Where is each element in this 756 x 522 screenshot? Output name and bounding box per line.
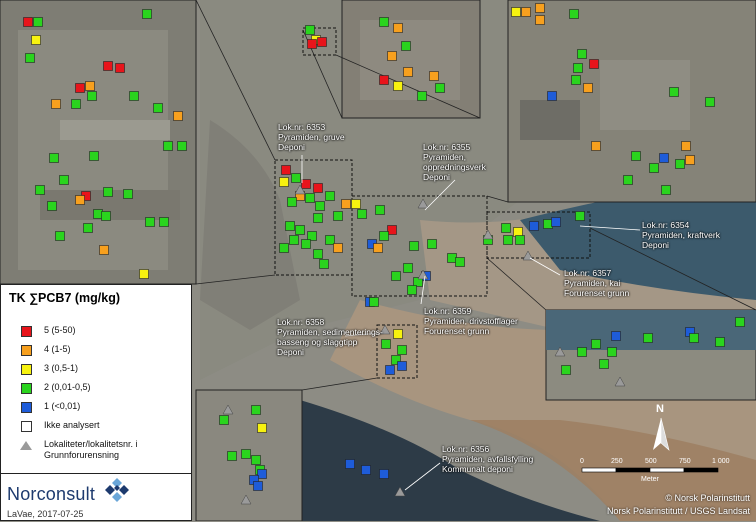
sample-marker[interactable]	[296, 226, 305, 235]
sample-marker[interactable]	[380, 18, 389, 27]
sample-marker[interactable]	[394, 24, 403, 33]
sample-marker[interactable]	[24, 18, 33, 27]
sample-marker[interactable]	[660, 154, 669, 163]
scale-bar	[582, 468, 718, 472]
sample-marker[interactable]	[572, 76, 581, 85]
sample-marker[interactable]	[326, 236, 335, 245]
sample-marker[interactable]	[316, 202, 325, 211]
sample-marker[interactable]	[130, 92, 139, 101]
sample-marker[interactable]	[252, 406, 261, 415]
sample-marker[interactable]	[56, 232, 65, 241]
sample-marker[interactable]	[504, 236, 513, 245]
sample-marker[interactable]	[650, 164, 659, 173]
site-label-6353[interactable]: Lok.nr: 6353 Pyramiden, gruve Deponi	[278, 122, 345, 152]
sample-marker[interactable]	[644, 334, 653, 343]
sample-marker[interactable]	[143, 10, 152, 19]
sample-marker[interactable]	[242, 450, 251, 459]
sample-marker[interactable]	[408, 286, 417, 295]
sample-marker[interactable]	[548, 92, 557, 101]
sample-marker[interactable]	[376, 206, 385, 215]
sample-marker[interactable]	[530, 222, 539, 231]
sample-marker[interactable]	[388, 226, 397, 235]
sample-marker[interactable]	[570, 10, 579, 19]
sample-marker[interactable]	[32, 36, 41, 45]
north-label: N	[656, 403, 664, 415]
sample-marker[interactable]	[220, 416, 229, 425]
sample-marker[interactable]	[346, 460, 355, 469]
sample-marker[interactable]	[258, 470, 267, 479]
sample-marker[interactable]	[676, 160, 685, 169]
sample-marker[interactable]	[140, 270, 149, 279]
sample-marker[interactable]	[326, 192, 335, 201]
sample-marker[interactable]	[90, 152, 99, 161]
site-label-6356[interactable]: Lok.nr: 6356 Pyramiden, avfallsfylling Kommunalt deponi	[442, 444, 534, 474]
legend-title: TK ∑PCB7 (mg/kg)	[9, 291, 120, 305]
sample-marker[interactable]	[600, 360, 609, 369]
sample-marker[interactable]	[632, 152, 641, 161]
scale-tick-1: 250	[611, 458, 623, 465]
sample-marker[interactable]	[164, 142, 173, 151]
sample-marker[interactable]	[624, 176, 633, 185]
sample-marker[interactable]	[124, 190, 133, 199]
sample-marker[interactable]	[314, 250, 323, 259]
sample-marker[interactable]	[574, 64, 583, 73]
legend-panel: TK ∑PCB7 (mg/kg) 5 (5-50) 4 (1-5) 3 (0,5-1) 2 (0,01-0,5) 1 (<0,01) Ikke analysert Lokaliteter/lokalitetsnr. i Grunnforurensning Norconsult LaVae, 2017-07-25	[0, 284, 192, 521]
sample-marker[interactable]	[544, 220, 553, 229]
sample-marker[interactable]	[402, 42, 411, 51]
sample-marker[interactable]	[578, 348, 587, 357]
sample-marker[interactable]	[592, 340, 601, 349]
triangle-icon	[20, 441, 32, 450]
sample-marker[interactable]	[736, 318, 745, 327]
brand-block	[1, 473, 191, 522]
sample-marker[interactable]	[116, 64, 125, 73]
sample-marker[interactable]	[448, 254, 457, 263]
scale-tick-4: 1 000	[712, 458, 730, 465]
site-label-6354[interactable]: Lok.nr: 6354 Pyramiden, kraftverk Deponi	[642, 220, 720, 250]
sample-marker[interactable]	[154, 104, 163, 113]
sample-marker[interactable]	[318, 38, 327, 47]
sample-marker[interactable]	[76, 84, 85, 93]
credit-line-2: Norsk Polarinstitutt / USGS Landsat	[606, 506, 750, 516]
site-label-6357[interactable]: Lok.nr: 6357 Pyramiden, kai Forurenset grunn	[564, 268, 630, 298]
sample-marker[interactable]	[578, 50, 587, 59]
sample-marker[interactable]	[174, 112, 183, 121]
sample-marker[interactable]	[552, 218, 561, 227]
sample-marker[interactable]	[26, 54, 35, 63]
sample-marker[interactable]	[590, 60, 599, 69]
sample-marker[interactable]	[302, 240, 311, 249]
sample-marker[interactable]	[522, 8, 531, 17]
sample-marker[interactable]	[286, 222, 295, 231]
sample-marker[interactable]	[456, 258, 465, 267]
legend-swatch-yellow	[21, 364, 32, 375]
legend-swatch-white	[21, 421, 32, 432]
sample-marker[interactable]	[380, 232, 389, 241]
sample-marker[interactable]	[72, 100, 81, 109]
sample-marker[interactable]	[292, 174, 301, 183]
sample-marker[interactable]	[436, 84, 445, 93]
sample-marker[interactable]	[428, 240, 437, 249]
credit-line-1: © Norsk Polarinstitutt	[665, 493, 750, 503]
sample-marker[interactable]	[50, 154, 59, 163]
brand-name: Norconsult	[7, 484, 96, 504]
sample-marker[interactable]	[362, 466, 371, 475]
sample-marker[interactable]	[280, 244, 289, 253]
sample-marker[interactable]	[374, 244, 383, 253]
sample-marker[interactable]	[682, 142, 691, 151]
sample-marker[interactable]	[398, 362, 407, 371]
sample-marker[interactable]	[380, 470, 389, 479]
sample-marker[interactable]	[670, 88, 679, 97]
sample-marker[interactable]	[334, 244, 343, 253]
sample-marker[interactable]	[306, 194, 315, 203]
sample-marker[interactable]	[382, 340, 391, 349]
sample-marker[interactable]	[102, 212, 111, 221]
sample-marker[interactable]	[86, 82, 95, 91]
sample-marker[interactable]	[334, 212, 343, 221]
sample-marker[interactable]	[612, 332, 621, 341]
sample-marker[interactable]	[686, 156, 695, 165]
sample-marker[interactable]	[308, 40, 317, 49]
sample-marker[interactable]	[608, 348, 617, 357]
sample-marker[interactable]	[52, 100, 61, 109]
sample-marker[interactable]	[308, 232, 317, 241]
legend-swatch-blue	[21, 402, 32, 413]
sample-marker[interactable]	[36, 186, 45, 195]
legend-swatch-orange	[21, 345, 32, 356]
sample-marker[interactable]	[690, 334, 699, 343]
sample-marker[interactable]	[94, 210, 103, 219]
sample-marker[interactable]	[536, 4, 545, 13]
sample-marker[interactable]	[576, 212, 585, 221]
map-date: LaVae, 2017-07-25	[7, 509, 84, 519]
sample-marker[interactable]	[282, 166, 291, 175]
sample-marker[interactable]	[392, 272, 401, 281]
sample-marker[interactable]	[662, 186, 671, 195]
sample-marker[interactable]	[706, 98, 715, 107]
sample-marker[interactable]	[516, 236, 525, 245]
sample-marker[interactable]	[394, 82, 403, 91]
sample-marker[interactable]	[314, 214, 323, 223]
legend-swatch-green	[21, 383, 32, 394]
site-label-6355[interactable]: Lok.nr: 6355 Pyramiden, oppredningsverk Deponi	[423, 142, 486, 182]
sample-marker[interactable]	[388, 52, 397, 61]
sample-marker[interactable]	[84, 224, 93, 233]
sample-marker[interactable]	[592, 142, 601, 151]
sample-marker[interactable]	[104, 62, 113, 71]
sample-marker[interactable]	[370, 298, 379, 307]
sample-marker[interactable]	[104, 188, 113, 197]
sample-marker[interactable]	[146, 218, 155, 227]
sample-marker[interactable]	[288, 198, 297, 207]
sample-marker[interactable]	[320, 260, 329, 269]
sample-marker[interactable]	[404, 264, 413, 273]
sample-marker[interactable]	[228, 452, 237, 461]
sample-marker[interactable]	[34, 18, 43, 27]
sample-marker[interactable]	[100, 246, 109, 255]
sample-marker[interactable]	[290, 236, 299, 245]
sample-marker[interactable]	[88, 92, 97, 101]
sample-marker[interactable]	[342, 200, 351, 209]
sample-marker[interactable]	[410, 242, 419, 251]
sample-marker[interactable]	[502, 224, 511, 233]
sample-marker[interactable]	[48, 202, 57, 211]
sample-marker[interactable]	[178, 142, 187, 151]
sample-marker[interactable]	[398, 346, 407, 355]
sample-marker[interactable]	[254, 482, 263, 491]
sample-marker[interactable]	[306, 26, 315, 35]
site-label-6358[interactable]: Lok.nr: 6358 Pyramiden, sedimenterings- basseng og slaggtipp Deponi	[277, 317, 383, 357]
sample-marker[interactable]	[536, 16, 545, 25]
sample-marker[interactable]	[394, 330, 403, 339]
sample-marker[interactable]	[352, 200, 361, 209]
sample-marker[interactable]	[60, 176, 69, 185]
sample-marker[interactable]	[252, 456, 261, 465]
sample-marker[interactable]	[404, 68, 413, 77]
sample-marker[interactable]	[512, 8, 521, 17]
sample-marker[interactable]	[584, 84, 593, 93]
sample-marker[interactable]	[358, 210, 367, 219]
sample-marker[interactable]	[418, 92, 427, 101]
sample-marker[interactable]	[280, 178, 289, 187]
sample-marker[interactable]	[380, 76, 389, 85]
norconsult-logo-icon	[105, 478, 129, 502]
sample-marker[interactable]	[514, 228, 523, 237]
sample-marker[interactable]	[314, 184, 323, 193]
sample-marker[interactable]	[716, 338, 725, 347]
scale-tick-3: 750	[679, 458, 691, 465]
sample-marker[interactable]	[76, 196, 85, 205]
scale-tick-0: 0	[580, 458, 584, 465]
sample-marker[interactable]	[386, 366, 395, 375]
sample-marker[interactable]	[160, 218, 169, 227]
sample-marker[interactable]	[302, 180, 311, 189]
scale-unit: Meter	[641, 476, 659, 483]
site-label-6359[interactable]: Lok.nr: 6359 Pyramiden, drivstofflager Forurenset grunn	[424, 306, 518, 336]
scale-tick-2: 500	[645, 458, 657, 465]
sample-marker[interactable]	[562, 366, 571, 375]
sample-marker[interactable]	[258, 424, 267, 433]
legend-swatch-red	[21, 326, 32, 337]
sample-marker[interactable]	[430, 72, 439, 81]
